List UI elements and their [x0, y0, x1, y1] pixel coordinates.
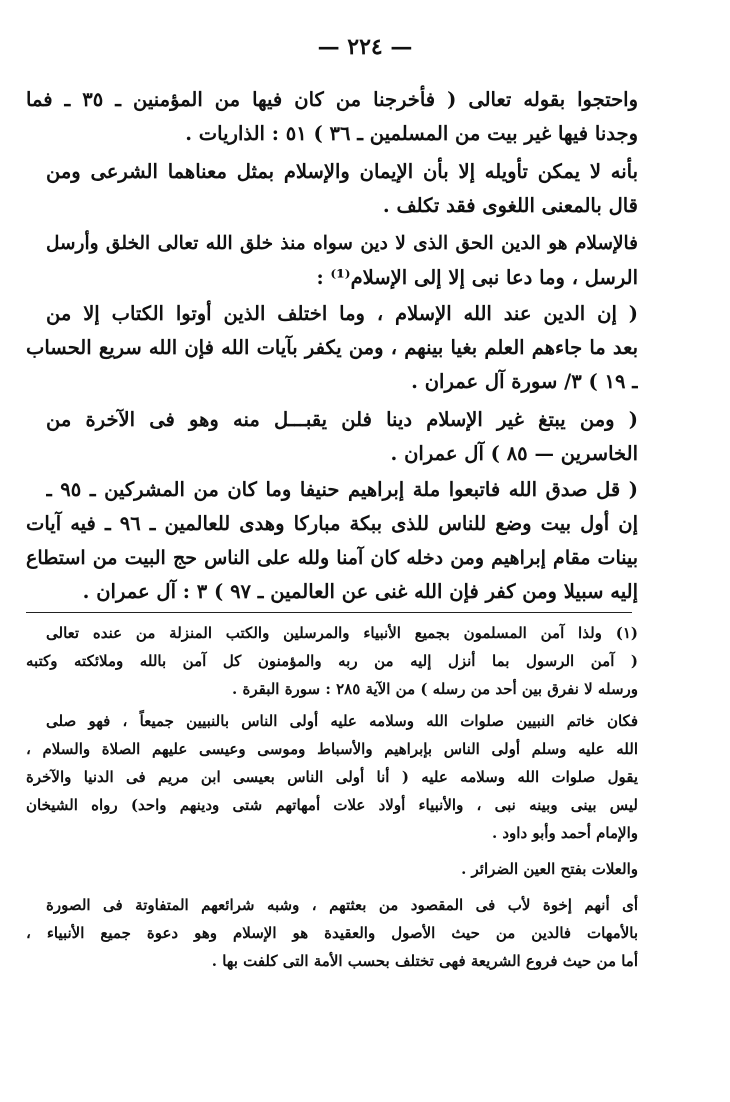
footnote-separator: [26, 612, 632, 613]
footnote-line: ( آمن الرسول بما أنزل إليه من ربه والمؤمنون كل آمن بالله وملائكته وكتبه: [26, 652, 638, 670]
footnote-line: أما من حيث فروع الشريعة فهى تختلف بحسب الأمة التى كلفت بها .: [211, 952, 638, 970]
body-line: الرسل ، وما دعا نبى إلا إلى الإسلام⁽¹⁾ :: [316, 266, 638, 289]
quran-verse-line: ـ ١٩ ) ٣/ سورة آل عمران .: [411, 370, 638, 393]
body-line: قال بالمعنى اللغوى فقد تكلف .: [382, 194, 638, 217]
quran-verse-line: الخاسرين — ٨٥ ) آل عمران .: [390, 442, 638, 465]
body-line: واحتجوا بقوله تعالى ( فأخرجنا من كان فيها من المؤمنين ـ ٣٥ ـ فما: [26, 88, 638, 111]
quran-verse-line: ( إن الدين عند الله الإسلام ، وما اختلف الذين أوتوا الكتاب إلا من: [46, 302, 638, 325]
body-line: وجدنا فيها غير بيت من المسلمين ـ ٣٦ ) ٥١ : الذاريات .: [185, 122, 638, 145]
quran-verse-line: ( ومن يبتغ غير الإسلام دينا فلن يقبـــل منه وهو فى الآخرة من: [46, 408, 638, 431]
body-line: بأنه لا يمكن تأويله إلا بأن الإيمان والإسلام بمثل معناهما الشرعى ومن: [46, 160, 638, 183]
footnote-line: بالأمهات فالدين من حيث الأصول والعقيدة هو الإسلام وهو دعوة جميع الأنبياء ،: [26, 924, 638, 942]
footnote-line: ورسله لا نفرق بين أحد من رسله ) من الآية ٢٨٥ : سورة البقرة .: [232, 680, 638, 698]
footnote-line: (١) ولذا آمن المسلمون بجميع الأنبياء والمرسلين والكتب المنزلة من عنده تعالى: [46, 624, 638, 642]
quran-verse-line: بينات مقام إبراهيم ومن دخله كان آمنا ولله على الناس حج البيت من استطاع: [26, 547, 638, 569]
footnote-line: والإمام أحمد وأبو داود .: [491, 824, 638, 842]
body-line: فالإسلام هو الدين الحق الذى لا دين سواه منذ خلق الله تعالى الخلق وأرسل: [46, 233, 638, 254]
quran-verse-line: إن أول بيت وضع للناس للذى ببكة مباركا وهدى للعالمين ـ ٩٦ ـ فيه آيات: [26, 512, 638, 535]
footnote-line: يقول صلوات الله وسلامه عليه ( أنا أولى الناس بعيسى ابن مريم فى الدنيا والآخرة: [26, 768, 638, 786]
page-number: — ٢٢٤ —: [317, 34, 413, 60]
footnote-line: الله عليه وسلم أولى الناس بإبراهيم والأسباط وموسى وعيسى عليهم الصلاة والسلام ،: [26, 740, 638, 758]
quran-verse-line: إليه سبيلا ومن كفر فإن الله غنى عن العالمين ـ ٩٧ ) ٣ : آل عمران .: [82, 580, 638, 603]
footnote-line: فكان خاتم النبيين صلوات الله وسلامه عليه أولى الناس بالنبيين جميعاً ، فهو صلى: [46, 712, 638, 730]
footnote-line: أى أنهم إخوة لأب فى المقصود من بعثتهم ، وشبه شرائعهم المتفاوتة فى الصورة: [46, 896, 638, 914]
quran-verse-line: ( قل صدق الله فاتبعوا ملة إبراهيم حنيفا وما كان من المشركين ـ ٩٥ ـ: [46, 478, 638, 501]
footnote-line: ليس بينى وبينه نبى ، والأنبياء أولاد علات أمهاتهم شتى ودينهم واحد) رواه الشيخان: [26, 796, 638, 814]
footnote-line: والعلات بفتح العين الضرائر .: [461, 860, 638, 878]
quran-verse-line: بعد ما جاءهم العلم بغيا بينهم ، ومن يكفر بآيات الله فإن الله سريع الحساب: [26, 336, 638, 359]
